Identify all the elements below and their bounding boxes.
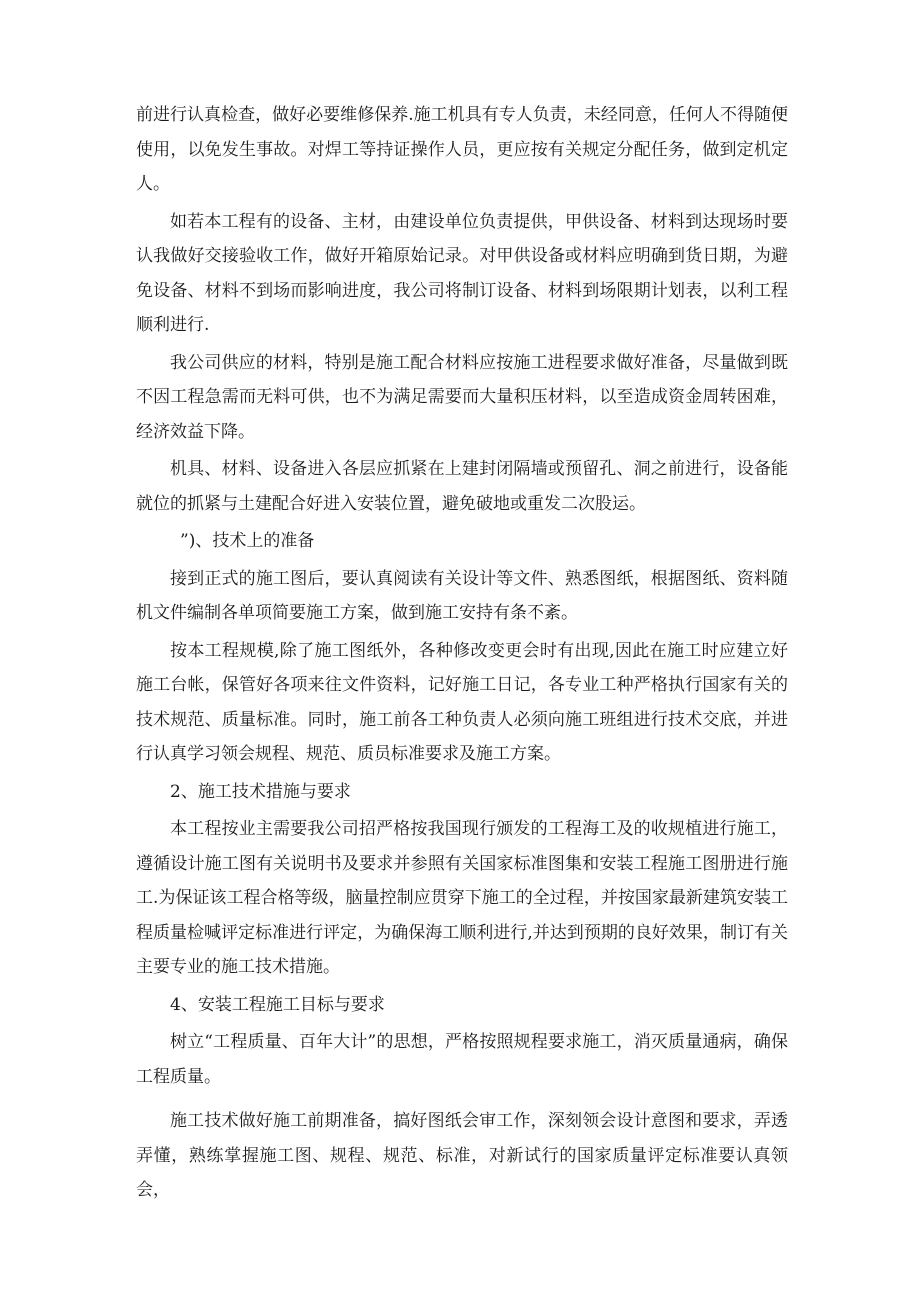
document-page xyxy=(136,98,788,1211)
paragraph-4: 机具、材料、设备进入各层应抓紧在上建封闭隔墙或预留孔、洞之前进行，设备能就位的抓紧与土建配合好进入安装位置，避免破地或重发二次股运。 xyxy=(136,459,788,514)
paragraph-6: 按本工程规模,除了施工图纸外，各种修改变更会时有出现,因此在施工时应建立好施工台帐，保管好各项来往文件资料，记好施工日记，各专业工种严格执行国家有关的技术规范、质量标准。同时，施工前各工种负责人必须向施工班组进行技术交底，并进行认真学习领会规程、规范、质员标准要求及施工方案。 xyxy=(136,640,788,764)
paragraph-5: 接到正式的施工图后，要认真阅读有关设计等文件、熟悉图纸，根据图纸、资料随机文件编制各单项简要施工方案，做到施工安持有条不紊。 xyxy=(136,568,788,623)
paragraph-2: 如若本工程有的设备、主材，由建设单位负责提供，甲供设备、材料到达现场时要认我做好交接验收工作，做好开箱原始记录。对甲供设备或材料应明确到货日期，为避免设备、材料不到场而影响进度，我公司将制订设备、材料到场限期计划表，以利工程顺利进行. xyxy=(136,211,788,335)
section-heading-technical-measures: 2、施工技术措施与要求 xyxy=(170,781,351,802)
section-heading-technical-prep: ”)、技术上的准备 xyxy=(180,531,315,551)
paragraph-9: 施工技术做好施工前期准备，搞好图纸会审工作，深刻领会设计意图和要求，弄透弄懂，熟练掌握施工图、规程、规范、标准，对新试行的国家质量评定标准要认真领会， xyxy=(136,1111,788,1200)
section-heading-installation-goals: 4、安装工程施工目标与要求 xyxy=(170,994,385,1015)
paragraph-3: 我公司供应的材料，特别是施工配合材料应按施工进程要求做好准备，尽量做到既不因工程急需而无料可供，也不为满足需要而大量积压材料，以至造成资金周转困难，经济效益下降。 xyxy=(136,352,788,442)
paragraph-8: 树立“工程质量、百年大计”的思想，严格按照规程要求施工，消灭质量通病，确保工程质量。 xyxy=(136,1032,788,1087)
paragraph-7: 本工程按业主需要我公司招严格按我国现行颁发的工程海工及的收规植进行施工，遵循设计施工图有关说明书及要求并参照有关国家标准图集和安装工程施工图册进行施工.为保证该工程合格等级，脑量控制应贯穿下施工的全过程，并按国家最新建筑安装工程质量检喊评定标准进行评定，为确保海工顺利进行,并达到预期的良好效果，制订有关主要专业的施工技术措施。 xyxy=(136,819,788,977)
paragraph-1: 前进行认真检查，做好必要维修保养.施工机具有专人负责，未经同意，任何人不得随便使用，以免发生事故。对焊工等持证操作人员，更应按有关规定分配任务，做到定机定人。 xyxy=(136,105,788,194)
